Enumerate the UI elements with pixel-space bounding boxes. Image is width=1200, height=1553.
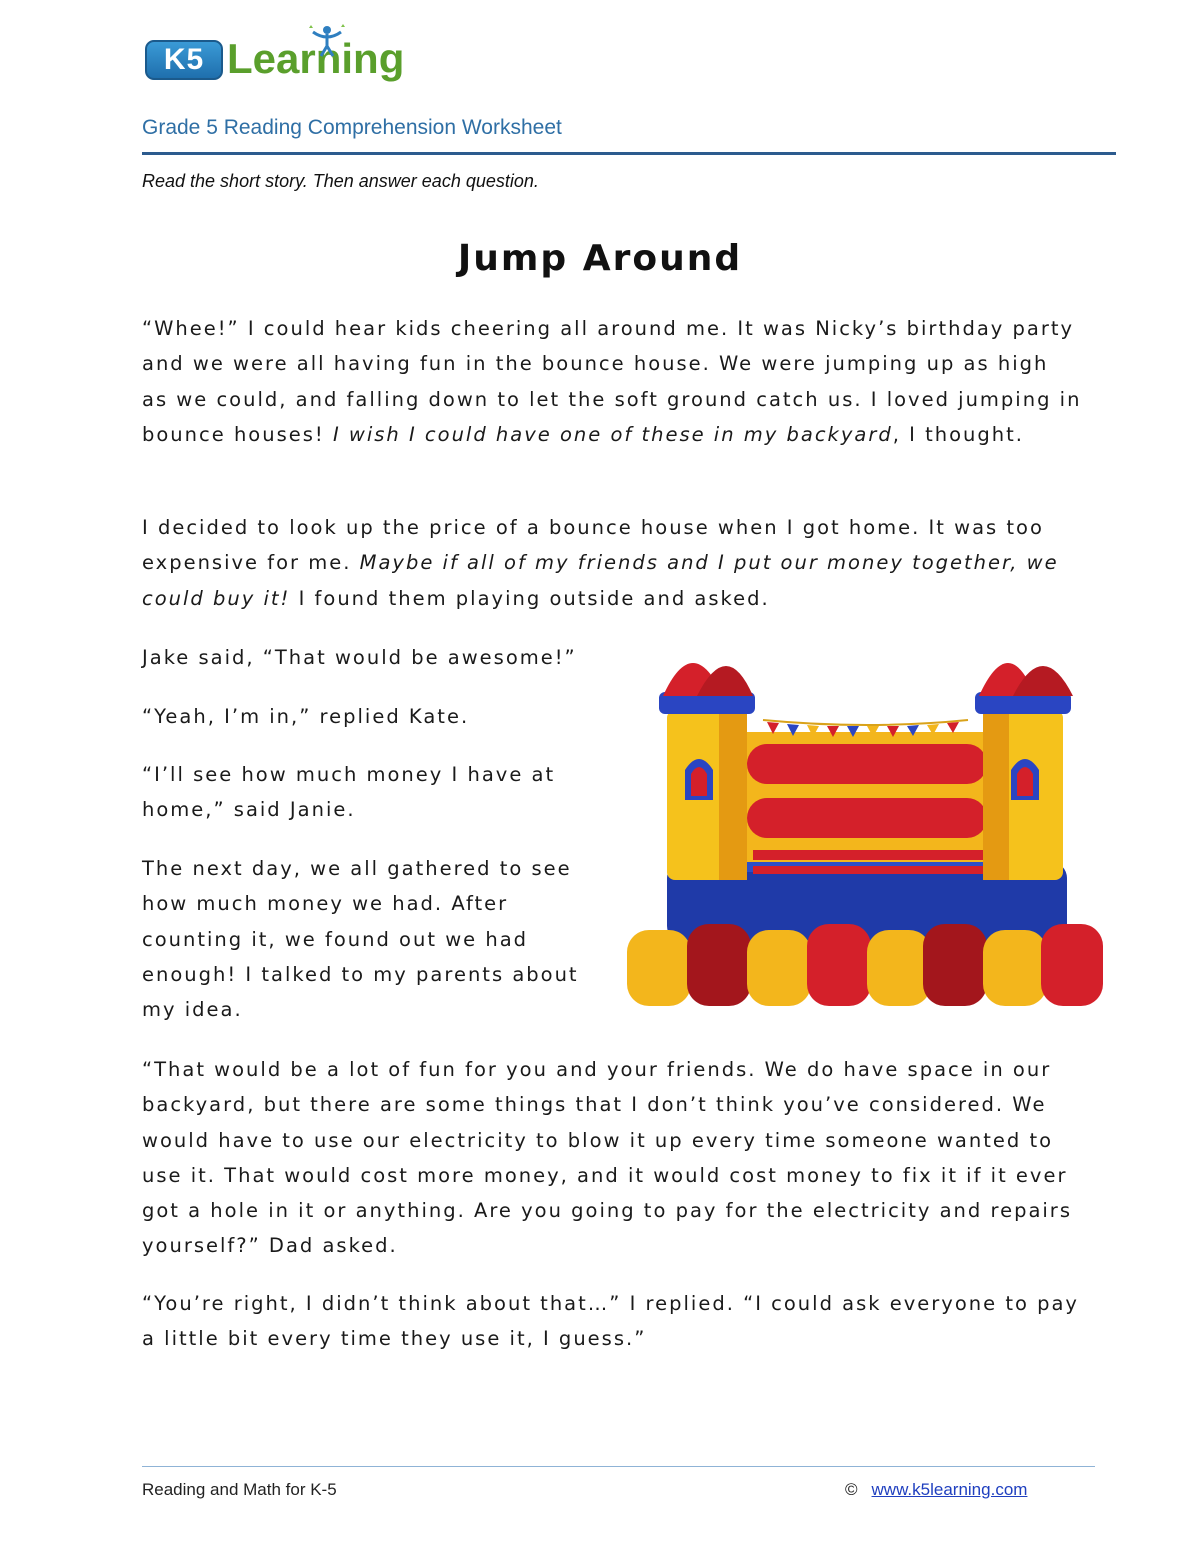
paragraph-2-text-b: I found them playing outside and asked.	[290, 586, 770, 610]
story-paragraph-8: “You’re right, I didn’t think about that…” I replied. “I could ask everyone to pay a little bit every time they use it, I guess.”	[142, 1292, 1079, 1351]
paragraph-1-italic-thought: I wish I could have one of these in my backyard	[332, 422, 893, 446]
story-paragraph-4: “Yeah, I’m in,” replied Kate.	[142, 705, 470, 728]
paragraph-1-text-b: , I thought.	[892, 422, 1024, 446]
story-paragraph-6: The next day, we all gathered to see how much money we had. After counting it, we found out we had enough! I talked to my parents about my idea.	[142, 857, 579, 1022]
logo-wordmark: Learning	[227, 35, 405, 82]
paragraph-2-text-a: I decided to look up the price of a bounce house when I got home. It was too expensive for me.	[142, 516, 1044, 575]
story-paragraph-7: “That would be a lot of fun for you and your friends. We do have space in our backyard, but there are some things that I don’t think you’ve considered. We would have to use our electricity to blow it up every time someone wanted to use it. That would cost more money, and it would cost money to fix it if it ever got a hole in it or anything. Are you going to pay for the electricity and repairs yourself?” Dad asked.	[142, 1058, 1072, 1258]
story-title: Jump Around	[457, 238, 743, 279]
instructions: Read the short story. Then answer each question.	[142, 171, 539, 191]
story-paragraph-1	[142, 311, 1082, 452]
story-paragraph-5: “I’ll see how much money I have at home,” said Janie.	[142, 763, 556, 822]
footer-divider	[142, 1466, 1095, 1467]
header-divider	[142, 152, 1116, 155]
logo-figure-icon	[307, 24, 347, 58]
footer-copyright	[845, 1480, 1027, 1500]
paragraph-1-text-a: “Whee!” I could hear kids cheering all around me. It was Nicky’s birthday party and we were all having fun in the bounce house. We were jumping up as high as we could, and falling down to let the soft ground catch us. I loved jumping in bounce houses!	[142, 317, 1082, 446]
copyright-symbol: ©	[845, 1480, 858, 1499]
k5-learning-logo	[145, 28, 405, 88]
logo-k5-badge: K5	[145, 40, 223, 80]
story-paragraph-2	[142, 510, 1082, 616]
worksheet-subtitle: Grade 5 Reading Comprehension Worksheet	[142, 116, 562, 139]
story-paragraph-3: Jake said, “That would be awesome!”	[142, 646, 577, 669]
paragraph-2-italic-thought: Maybe if all of my friends and I put our money together, we could buy it!	[142, 551, 1059, 610]
footer-tagline: Reading and Math for K-5	[142, 1480, 337, 1499]
k5learning-link[interactable]: www.k5learning.com	[871, 1480, 1028, 1499]
bounce-house-illustration	[623, 640, 1107, 1010]
